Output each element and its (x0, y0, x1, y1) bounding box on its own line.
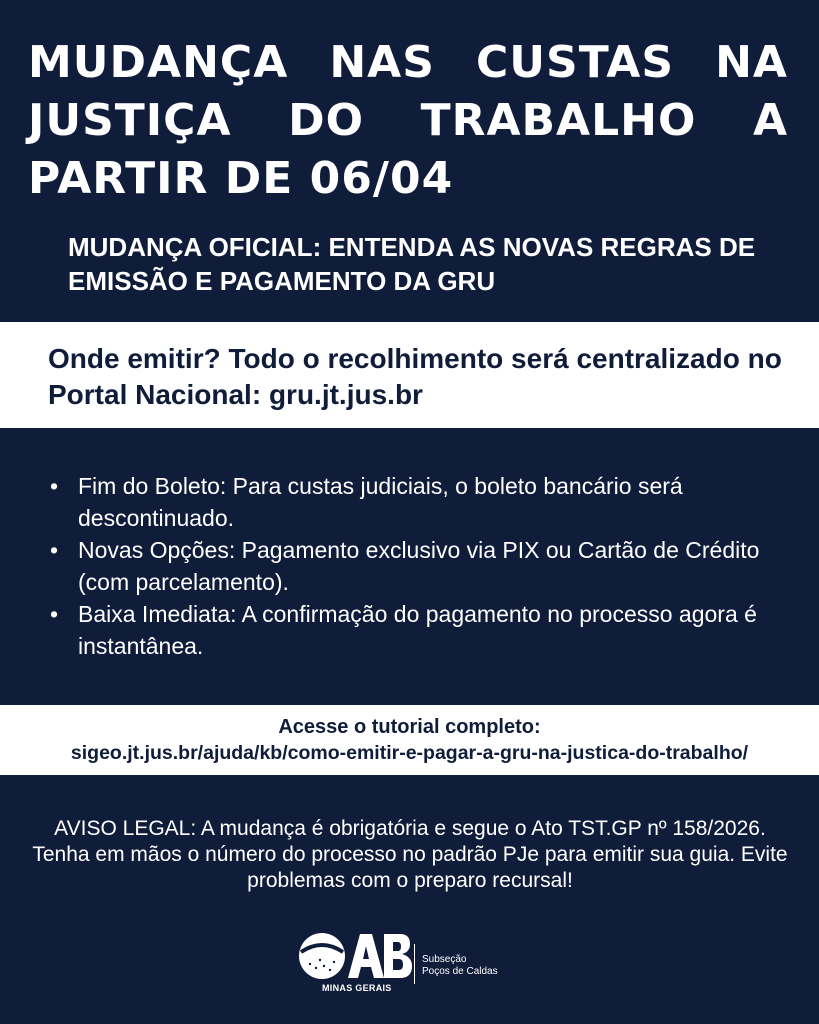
bullet-dot-icon: • (50, 601, 59, 627)
bullet-dot-icon: • (50, 473, 59, 499)
oab-logo-icon (296, 930, 414, 986)
tutorial-link[interactable]: sigeo.jt.jus.br/ajuda/kb/como-emitir-e-pagar-a-gru-na-justica-do-trabalho/ (70, 742, 749, 764)
logo-tagline: MINAS GERAIS (322, 983, 392, 993)
logo-subsection-line2: Poços de Caldas (422, 966, 498, 977)
bullet-text: Novas Opções: Pagamento exclusivo via PIX ou Cartão de Crédito (com parcelamento). (78, 537, 760, 595)
bullet-item (50, 470, 770, 534)
bullet-list (50, 470, 770, 662)
legal-notice: AVISO LEGAL: A mudança é obrigatória e segue o Ato TST.GP nº 158/2026. Tenha em mãos o número do processo no padrão PJe para emitir sua guia. Evite problemas com o preparo recursal! (32, 817, 788, 892)
bullet-text: Baixa Imediata: A confirmação do pagamento no processo agora é instantânea. (78, 601, 757, 659)
tutorial-label: Acesse o tutorial completo: (278, 716, 541, 738)
where-to-issue-text: Onde emitir? Todo o recolhimento será centralizado no Portal Nacional: gru.jt.jus.br (48, 343, 782, 410)
where-to-issue-banner (0, 322, 819, 428)
subheadline: MUDANÇA OFICIAL: ENTENDA AS NOVAS REGRAS DE EMISSÃO E PAGAMENTO DA GRU (68, 232, 756, 296)
bullet-item (50, 598, 770, 662)
logo-divider (414, 944, 415, 984)
logo-subsection-line1: Subseção (422, 954, 467, 965)
bullet-text: Fim do Boleto: Para custas judiciais, o boleto bancário será descontinuado. (78, 473, 683, 531)
bullet-dot-icon: • (50, 537, 59, 563)
oab-logo (296, 930, 536, 1002)
bullet-item (50, 534, 770, 598)
headline: MUDANÇA NAS CUSTAS NA JUSTIÇA DO TRABALHO A PARTIR DE 06/04 (28, 37, 788, 204)
logo-subsection (422, 954, 498, 978)
tutorial-banner (0, 705, 819, 775)
